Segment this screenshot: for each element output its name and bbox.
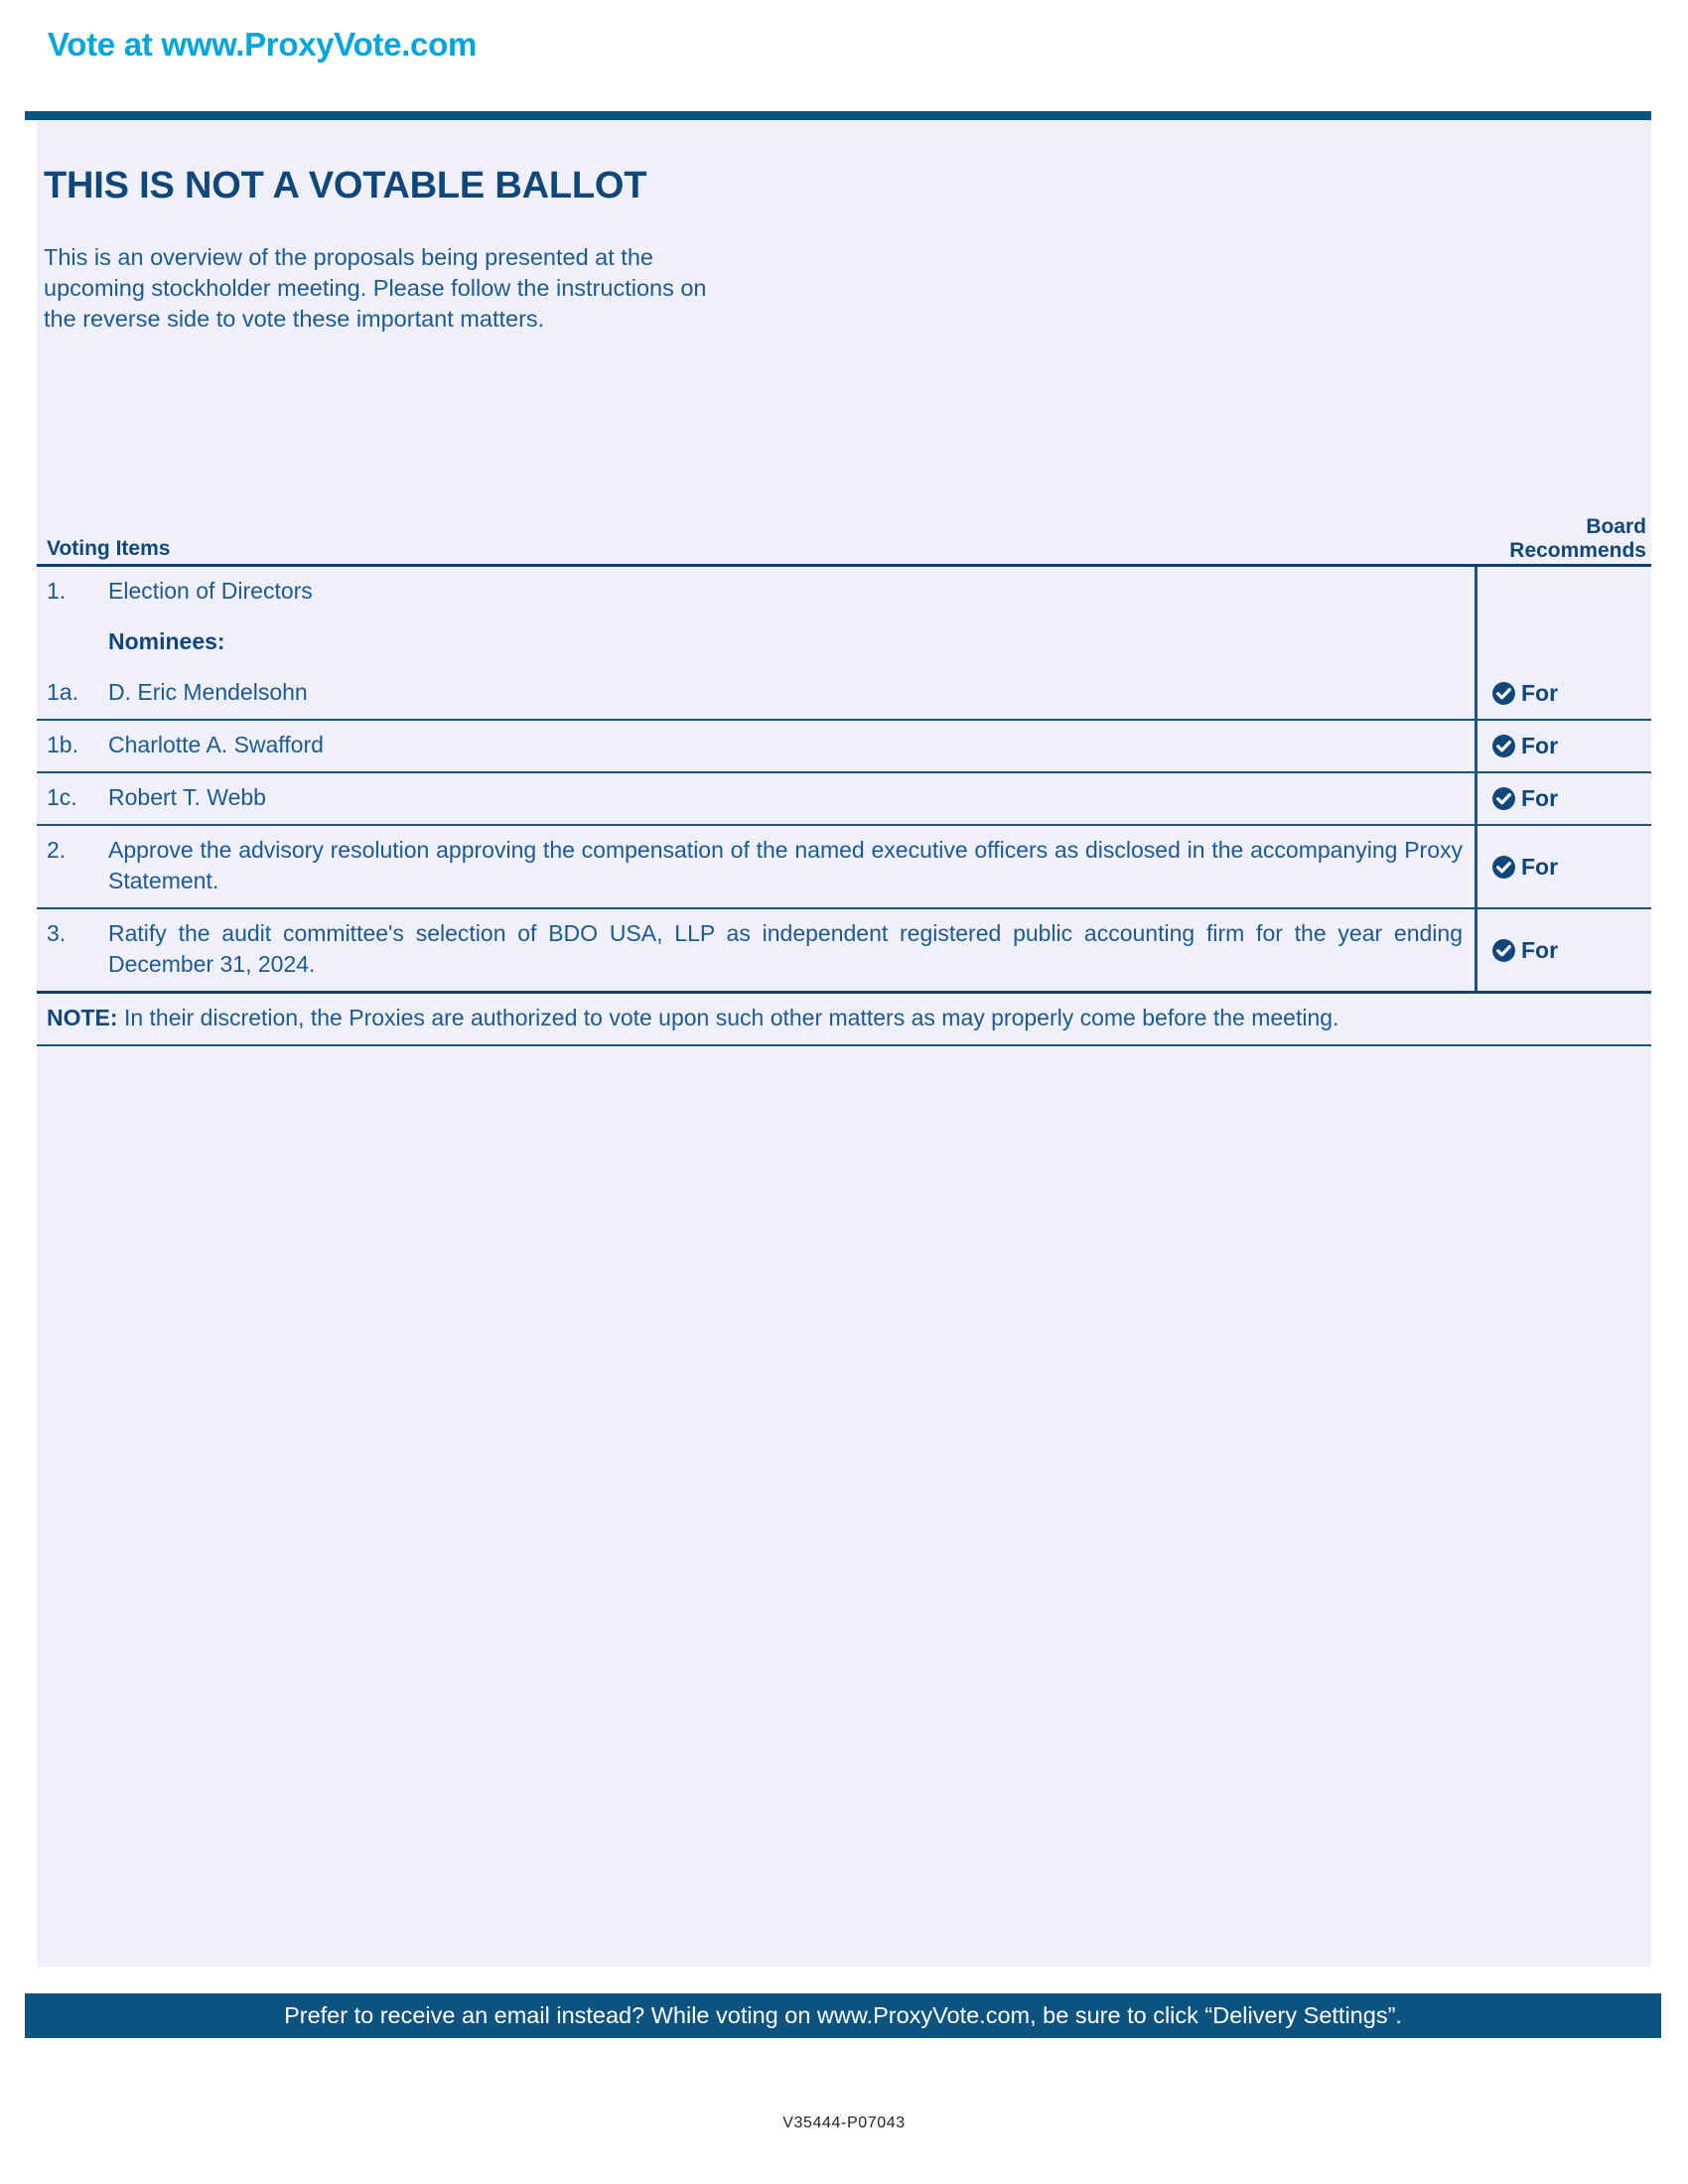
row-item-text: Election of Directors <box>108 578 313 604</box>
recommendation-label: For <box>1521 853 1559 880</box>
intro-line-3: the reverse side to vote these important matters. <box>44 306 545 332</box>
recommendation-label: For <box>1521 936 1559 963</box>
row-board-recommendation-cell <box>1475 617 1651 668</box>
row-voting-item-cell <box>37 567 1475 617</box>
row-number <box>47 626 108 657</box>
row-board-recommendation-cell <box>1475 567 1651 617</box>
table-body <box>37 567 1651 991</box>
check-circle-icon <box>1491 786 1516 811</box>
row-number: 1c. <box>47 784 77 810</box>
row-item-text: Approve the advisory resolution approving the compensation of the named executive officers as disclosed in the accompanying Proxy Statement. <box>108 837 1463 893</box>
intro-paragraph <box>44 242 868 335</box>
check-circle-icon <box>1491 938 1516 963</box>
row-board-recommendation-cell <box>1475 909 1651 991</box>
table-row <box>37 826 1651 907</box>
row-voting-item-cell <box>37 617 1475 668</box>
recommendation-badge <box>1491 734 1558 758</box>
column-header-board-line2: Recommends <box>1509 539 1646 562</box>
recommendation-badge <box>1491 938 1558 963</box>
recommendation-label: For <box>1521 785 1559 811</box>
table-row <box>37 909 1651 991</box>
footer-banner <box>25 1993 1661 2038</box>
recommendation-badge <box>1491 681 1558 706</box>
check-circle-icon <box>1491 681 1516 706</box>
table-row <box>37 617 1651 668</box>
column-header-voting-items: Voting Items <box>47 537 171 560</box>
row-board-recommendation-cell <box>1475 826 1651 907</box>
check-circle-icon <box>1491 734 1516 758</box>
row-number: 2. <box>47 837 67 863</box>
row-voting-item-cell <box>37 909 1475 991</box>
table-row <box>37 773 1651 824</box>
table-row <box>37 668 1651 719</box>
recommendation-label: For <box>1521 680 1559 706</box>
recommendation-badge <box>1491 786 1558 811</box>
row-item-text: D. Eric Mendelsohn <box>108 679 308 705</box>
row-voting-item-cell <box>37 721 1475 771</box>
row-voting-item-cell <box>37 773 1475 824</box>
row-voting-item-cell <box>37 826 1475 907</box>
check-circle-icon <box>1491 855 1516 880</box>
row-board-recommendation-cell <box>1475 773 1651 824</box>
recommendation-badge <box>1491 855 1558 880</box>
row-number: 1a. <box>47 679 78 705</box>
note-body: In their discretion, the Proxies are authorized to vote upon such other matters as may properly come before the meeting. <box>117 1005 1339 1030</box>
row-number: 3. <box>47 920 67 946</box>
table-bottom-rule <box>37 1044 1651 1046</box>
masthead-vote-url: Vote at www.ProxyVote.com <box>48 26 477 63</box>
note-text-block <box>47 1003 1637 1033</box>
voting-items-table <box>37 501 1651 1046</box>
header-divider-rule <box>25 111 1651 120</box>
row-item-text: Robert T. Webb <box>108 784 266 810</box>
row-item-text: Nominees: <box>108 628 225 654</box>
row-number: 1. <box>47 578 67 604</box>
row-number: 1b. <box>47 732 78 757</box>
table-row <box>37 567 1651 617</box>
row-item-text: Ratify the audit committee's selection of BDO USA, LLP as independent registered public accounting firm for the year ending December 31, 2024. <box>108 920 1463 977</box>
control-number: V35444-P07043 <box>782 2115 906 2131</box>
page-title: THIS IS NOT A VOTABLE BALLOT <box>44 165 647 206</box>
row-voting-item-cell <box>37 668 1475 719</box>
row-item-text: Charlotte A. Swafford <box>108 732 324 757</box>
footer-banner-text: Prefer to receive an email instead? While voting on www.ProxyVote.com, be sure to click “Delivery Settings”. <box>284 2002 1402 2028</box>
row-board-recommendation-cell <box>1475 668 1651 719</box>
column-header-board-recommends <box>1348 515 1646 563</box>
column-header-board-line1: Board <box>1586 515 1646 538</box>
row-board-recommendation-cell <box>1475 721 1651 771</box>
intro-line-1: This is an overview of the proposals being presented at the <box>44 244 653 270</box>
recommendation-label: For <box>1521 733 1559 758</box>
table-header <box>37 501 1651 564</box>
table-row-note <box>37 994 1651 1044</box>
table-row <box>37 721 1651 771</box>
intro-line-2: upcoming stockholder meeting. Please follow the instructions on <box>44 275 707 301</box>
note-label: NOTE: <box>47 1005 118 1030</box>
